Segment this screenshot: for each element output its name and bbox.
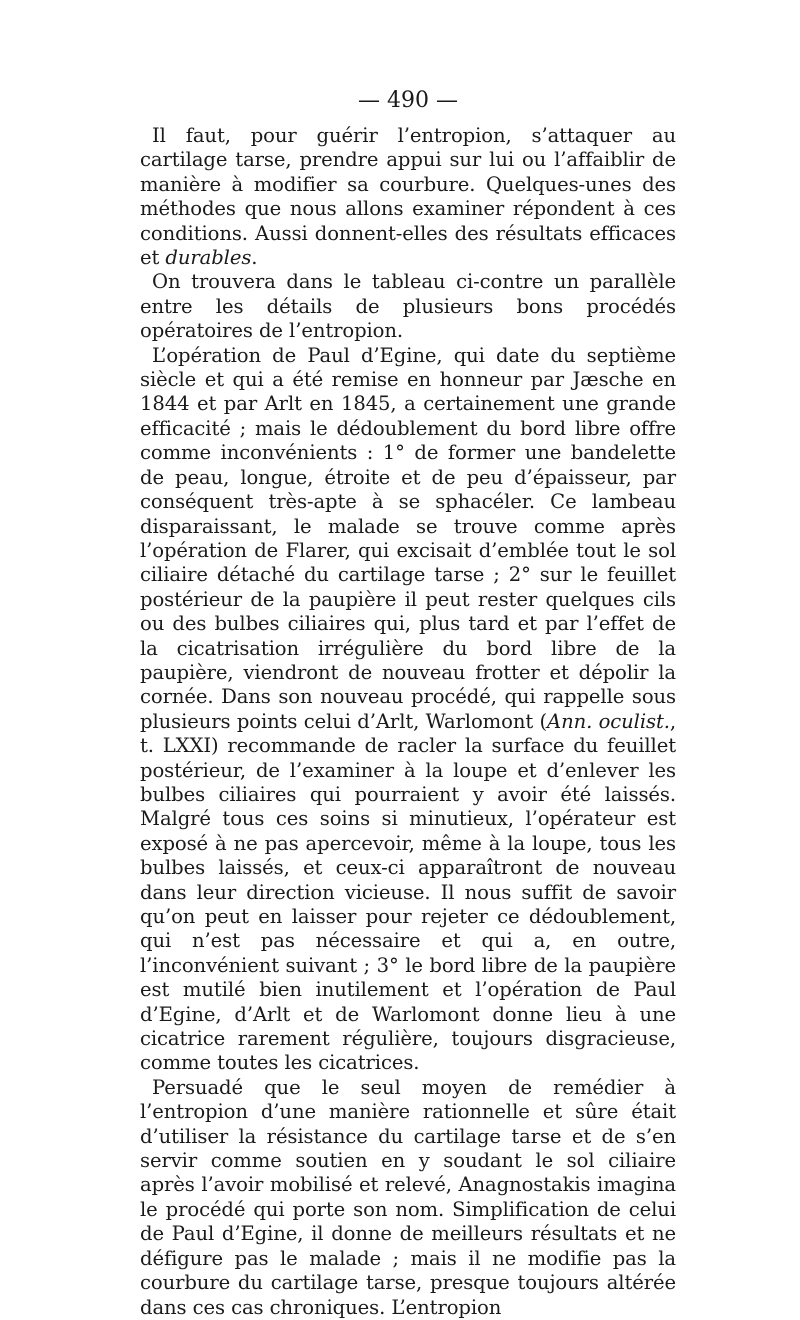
paragraph-1-end: . bbox=[251, 246, 258, 270]
paragraph-1-italic: durables bbox=[165, 246, 252, 270]
document-page bbox=[140, 86, 676, 1320]
paragraph-4 bbox=[140, 1076, 676, 1320]
paragraph-2 bbox=[140, 270, 676, 343]
paragraph-2-text: On trouvera dans le tableau ci-contre un parallèle entre les détails de plusieurs bons procédés opératoires de l’entropion. bbox=[140, 270, 676, 343]
paragraph-3 bbox=[140, 344, 676, 1076]
page-number: — 490 — bbox=[358, 88, 458, 113]
paragraph-4-text: Persuadé que le seul moyen de remédier à l’entropion d’une manière rationnelle et sûre était d’utiliser la résistance du cartilage tarse et de s’en servir comme soutien en y soudant le sol ciliaire après l’avoir mobilisé et relevé, Anagnostakis imagina le procédé qui porte son nom. Simplification de celui de Paul d’Egine, il donne de meilleurs résultats et ne défigure pas le malade ; mais il ne modifie pas la courbure du cartilage tarse, presque toujours altérée dans ces cas chroniques. L’entropion bbox=[140, 1075, 676, 1319]
paragraph-3-italic: Ann. oculist. bbox=[547, 709, 670, 733]
paragraph-1-text: Il faut, pour guérir l’entropion, s’attaquer au cartilage tarse, prendre appui sur lui ou l’affaiblir de manière à modifier sa courbure. Quelques-unes des méthodes que nous allons examiner répondent à ces conditions. Aussi donnent-elles des résultats efficaces et bbox=[140, 124, 676, 270]
paragraph-1 bbox=[140, 124, 676, 270]
paragraph-3-end: , t. LXXI) recommande de racler la surface du feuillet postérieur, de l’examiner à la loupe et d’enlever les bulbes ciliaires qui pourraient y avoir été laissés. Malgré tous ces soins si minutieux, l’opérateur est exposé à ne pas apercevoir, même à la loupe, tous les bulbes laissés, et ceux-ci apparaîtront de nouveau dans leur direction vicieuse. Il nous suffit de savoir qu’on peut en laisser pour rejeter ce dédoublement, qui n’est pas nécessaire et qui a, en outre, l’inconvénient suivant ; 3° le bord libre de la paupière est mutilé bien inutilement et l’opération de Paul d’Egine, d’Arlt et de Warlomont donne lieu à une cicatrice rarement régulière, toujours disgracieuse, comme toutes les cicatrices. bbox=[140, 709, 676, 1075]
paragraph-3-text: L’opération de Paul d’Egine, qui date du septième siècle et qui a été remise en honneur par Jæsche en 1844 et par Arlt en 1845, a certainement une grande efficacité ; mais le dédoublement du bord libre offre comme inconvénients : 1° de former une bandelette de peau, longue, étroite et de peu d’épaisseur, par conséquent très-apte à se sphacéler. Ce lambeau disparaissant, le malade se trouve comme après l’opération de Flarer, qui excisait d’emblée tout le sol ciliaire détaché du cartilage tarse ; 2° sur le feuillet postérieur de la paupière il peut rester quelques cils ou des bulbes ciliaires qui, plus tard et par l’effet de la cicatrisation irrégulière du bord libre de la paupière, viendront de nouveau frotter et dépolir la cornée. Dans son nouveau procédé, qui rappelle sous plusieurs points celui d’Arlt, Warlomont ( bbox=[140, 343, 676, 733]
